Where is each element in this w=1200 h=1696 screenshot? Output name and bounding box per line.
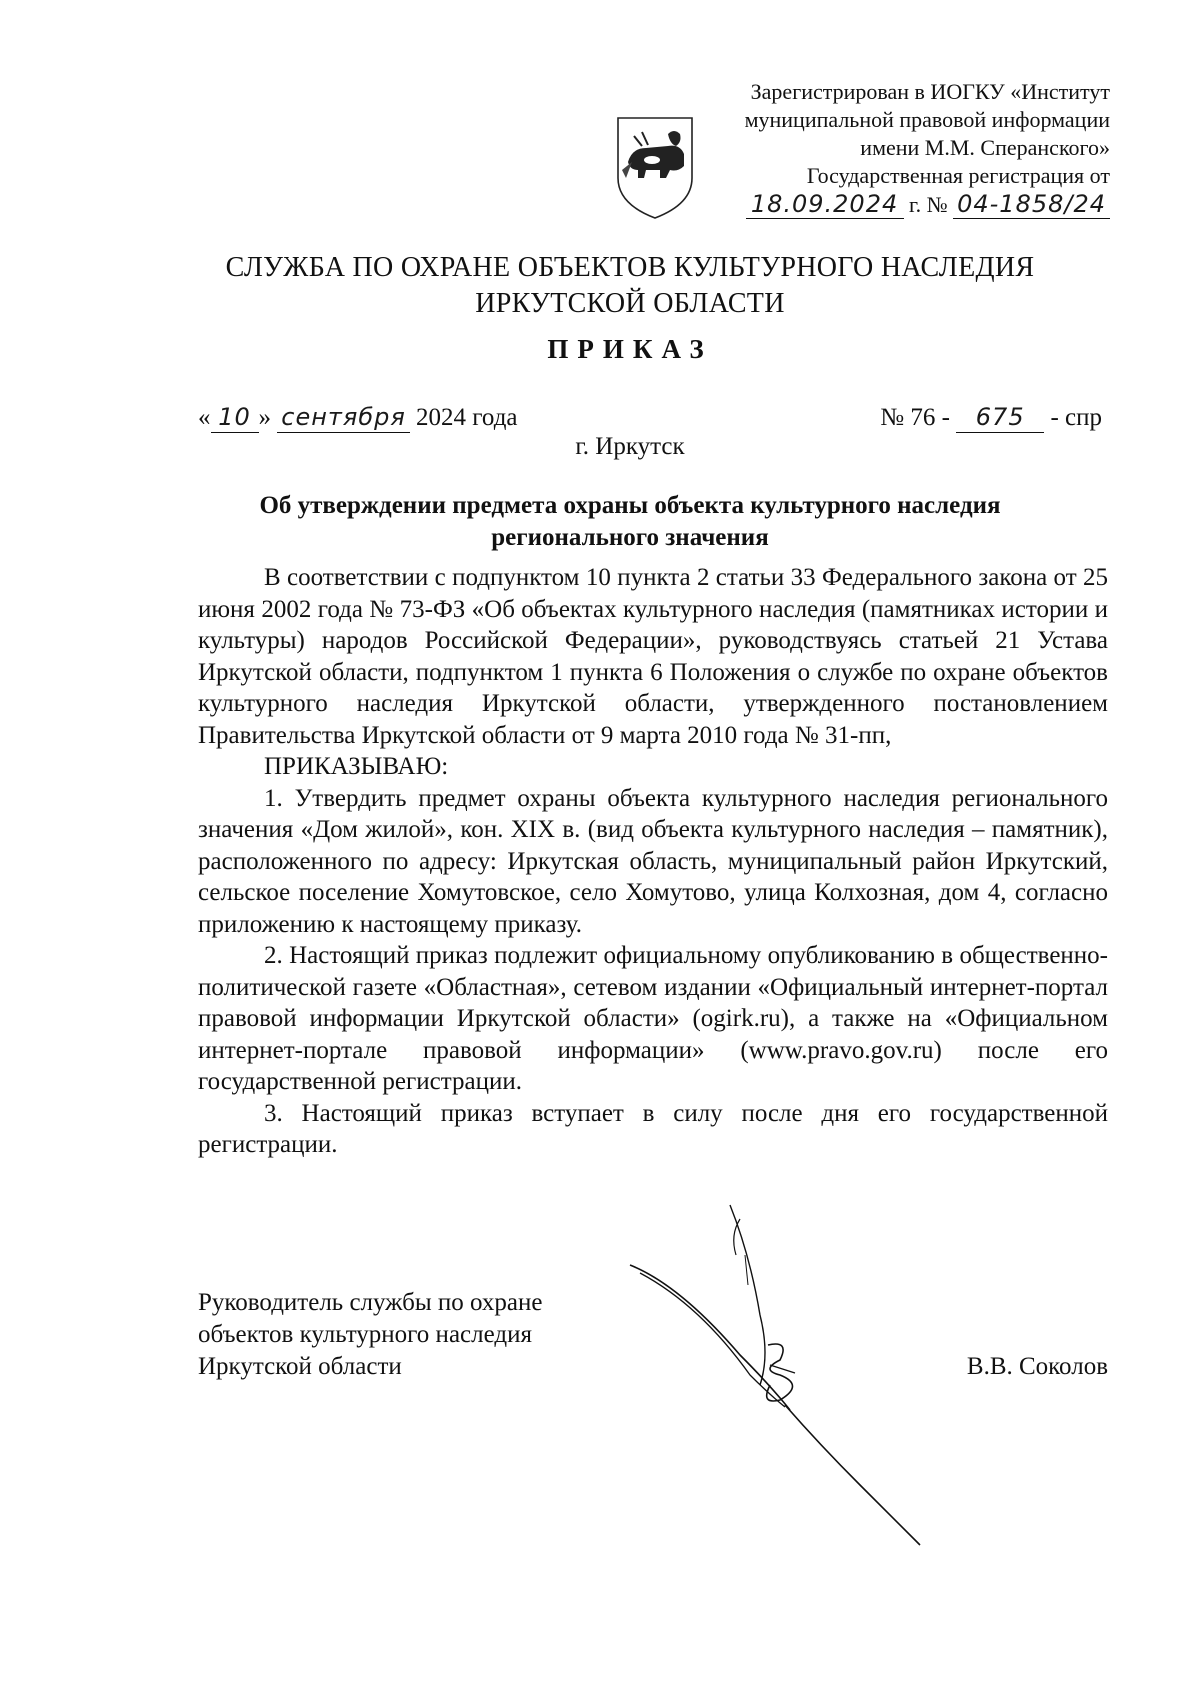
agency-name-line-2: ИРКУТСКОЙ ОБЛАСТИ xyxy=(475,288,785,319)
order-number-suffix: - спр xyxy=(1050,404,1102,431)
registration-line-1: Зарегистрирован в ИОГКУ «Институт xyxy=(750,79,1110,104)
registration-number-prefix: г. № xyxy=(909,192,948,217)
order-item-3: 3. Настоящий приказ вступает в силу после дня его государственной регистрации. xyxy=(198,1099,1108,1158)
order-number-value: 675 xyxy=(956,402,1044,433)
date-year: 2024 года xyxy=(416,404,518,431)
agency-name xyxy=(200,250,1060,322)
date-day: 10 xyxy=(211,402,259,433)
registration-line-4: Государственная регистрация от xyxy=(806,163,1110,188)
order-item-1: 1. Утвердить предмет охраны объекта культурного наследия регионального значения «Дом жилой», кон. XIX в. (вид объекта культурного наследия – памятник), расположенного по адресу: Иркутская область, муниципальный район Иркутский, сельское поселение Хомутовское, село Хомутово, улица Колхозная, дом 4, согласно приложению к настоящему приказу. xyxy=(198,784,1108,938)
preamble-paragraph: В соответствии с подпунктом 10 пункта 2 статьи 33 Федерального закона от 25 июня 2002 года № 73-ФЗ «Об объектах культурного наследия (памятниках истории и культуры) народов Российской Федерации», руководствуясь статьей 21 Устава Иркутской области, подпунктом 1 пункта 6 Положения о службе по охране объектов культурного наследия Иркутской области, утвержденного постановлением Правительства Иркутской области от 9 марта 2010 года № 31-пп, xyxy=(198,564,1108,749)
signatory-position xyxy=(198,1287,542,1383)
date-close-quote: » xyxy=(258,404,271,431)
document-title xyxy=(200,490,1060,554)
document-type-heading: ПРИКАЗ xyxy=(547,334,713,364)
registration-line-2: муниципальной правовой информации xyxy=(744,107,1110,132)
city: г. Иркутск xyxy=(575,433,685,460)
order-word: ПРИКАЗЫВАЮ: xyxy=(264,753,449,780)
order-number-prefix: № 76 - xyxy=(880,404,950,431)
registration-date-number-line xyxy=(700,190,1110,219)
registration-stamp xyxy=(700,78,1110,219)
document-title-line-2: регионального значения xyxy=(491,524,769,551)
date-month: сентября xyxy=(277,402,410,433)
order-item-2: 2. Настоящий приказ подлежит официальному опубликованию в общественно-политической газете «Областная», сетевом издании «Официальный интернет-портал правовой информации Иркутской области» (ogirk.ru), а также на «Официальном интернет-портале правовой информации» (www.pravo.gov.ru) после его государственной регистрации. xyxy=(198,942,1108,1095)
agency-name-line-1: СЛУЖБА ПО ОХРАНЕ ОБЪЕКТОВ КУЛЬТУРНОГО НАСЛЕДИЯ xyxy=(225,252,1035,283)
signatory-position-line-2: объектов культурного наследия xyxy=(198,1321,532,1348)
signatory-position-line-3: Иркутской области xyxy=(198,1353,402,1380)
order-number xyxy=(880,402,1102,433)
registration-date: 18.09.2024 xyxy=(746,190,904,219)
document-title-line-1: Об утверждении предмета охраны объекта культурного наследия xyxy=(259,492,1001,519)
signatory-name: В.В. Соколов xyxy=(966,1353,1108,1380)
registration-number: 04-1858/24 xyxy=(953,190,1110,219)
date-open-quote: « xyxy=(198,404,211,431)
signatory-position-line-1: Руководитель службы по охране xyxy=(198,1289,543,1316)
order-date xyxy=(198,402,518,433)
coat-of-arms-icon xyxy=(612,112,698,222)
registration-line-3: имени М.М. Сперанского» xyxy=(860,135,1110,160)
handwritten-signature xyxy=(620,1195,930,1555)
document-body xyxy=(198,562,1108,1161)
